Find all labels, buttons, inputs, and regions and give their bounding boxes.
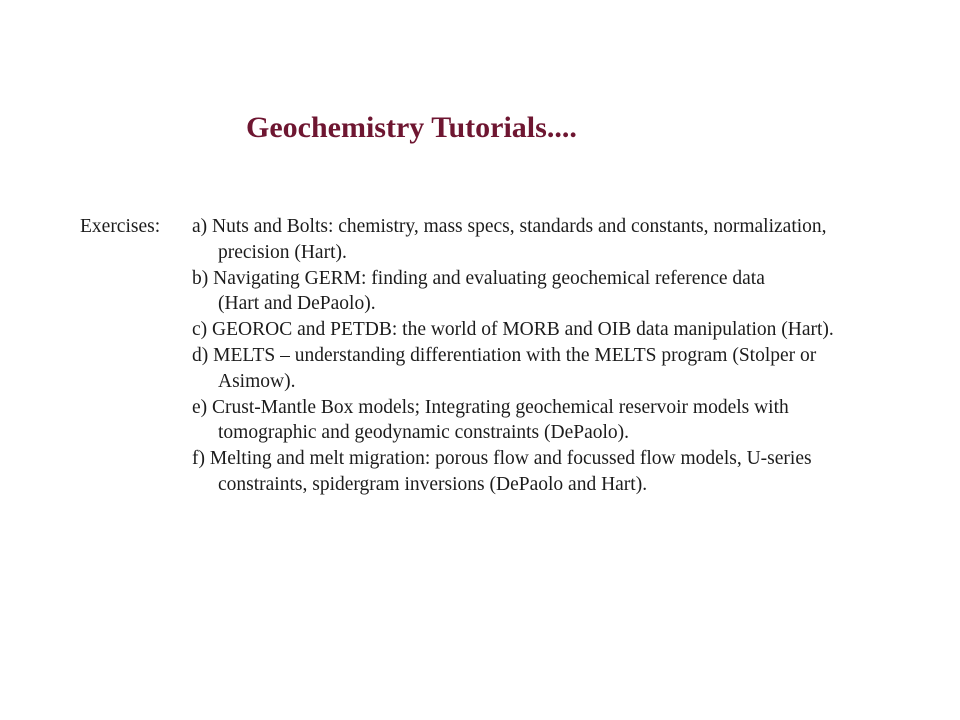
exercise-line <box>192 395 940 421</box>
exercise-letter: f) <box>192 448 205 470</box>
exercise-letter: a) <box>192 216 208 237</box>
exercise-line-continued: constraints, spidergram inversions (DePaolo and Hart). <box>218 473 648 495</box>
exercise-line-continued: (Hart and DePaolo). <box>218 293 376 315</box>
slide-title: Geochemistry Tutorials.... <box>246 111 577 144</box>
exercise-letter: d) <box>192 344 209 366</box>
exercise-text: Crust-Mantle Box models; Integrating geochemical reservoir models with <box>212 396 789 418</box>
exercise-text: GEOROC and PETDB: the world of MORB and OIB data manipulation (Hart). <box>212 319 834 341</box>
exercise-text: MELTS – understanding differentiation with the MELTS program (Stolper or <box>213 344 817 366</box>
exercise-line-continued: tomographic and geodynamic constraints (DePaolo). <box>218 422 630 444</box>
exercise-line <box>192 446 940 472</box>
exercise-item-e <box>80 395 940 447</box>
exercise-line <box>192 266 940 292</box>
exercise-letter: b) <box>192 267 209 289</box>
exercise-text: Nuts and Bolts: chemistry, mass specs, standards and constants, normalization, <box>212 216 827 237</box>
exercise-text: Navigating GERM: finding and evaluating geochemical reference data <box>213 267 765 289</box>
exercise-line-continued: precision (Hart). <box>218 241 347 263</box>
exercise-list <box>80 214 940 498</box>
exercise-item-a <box>80 214 940 266</box>
exercise-item-c <box>80 317 940 343</box>
exercise-line <box>192 343 940 369</box>
exercise-letter: e) <box>192 396 208 418</box>
exercise-text: Melting and melt migration: porous flow and focussed flow models, U-series <box>209 448 812 470</box>
exercise-line <box>192 214 940 240</box>
exercise-item-d <box>80 343 940 395</box>
exercise-line-continued: Asimow). <box>218 370 296 392</box>
exercise-item-f <box>80 446 940 498</box>
exercise-line <box>192 317 940 343</box>
exercise-letter: c) <box>192 319 208 341</box>
exercises-lead-label: Exercises: <box>80 216 161 237</box>
exercise-item-b <box>80 266 940 318</box>
